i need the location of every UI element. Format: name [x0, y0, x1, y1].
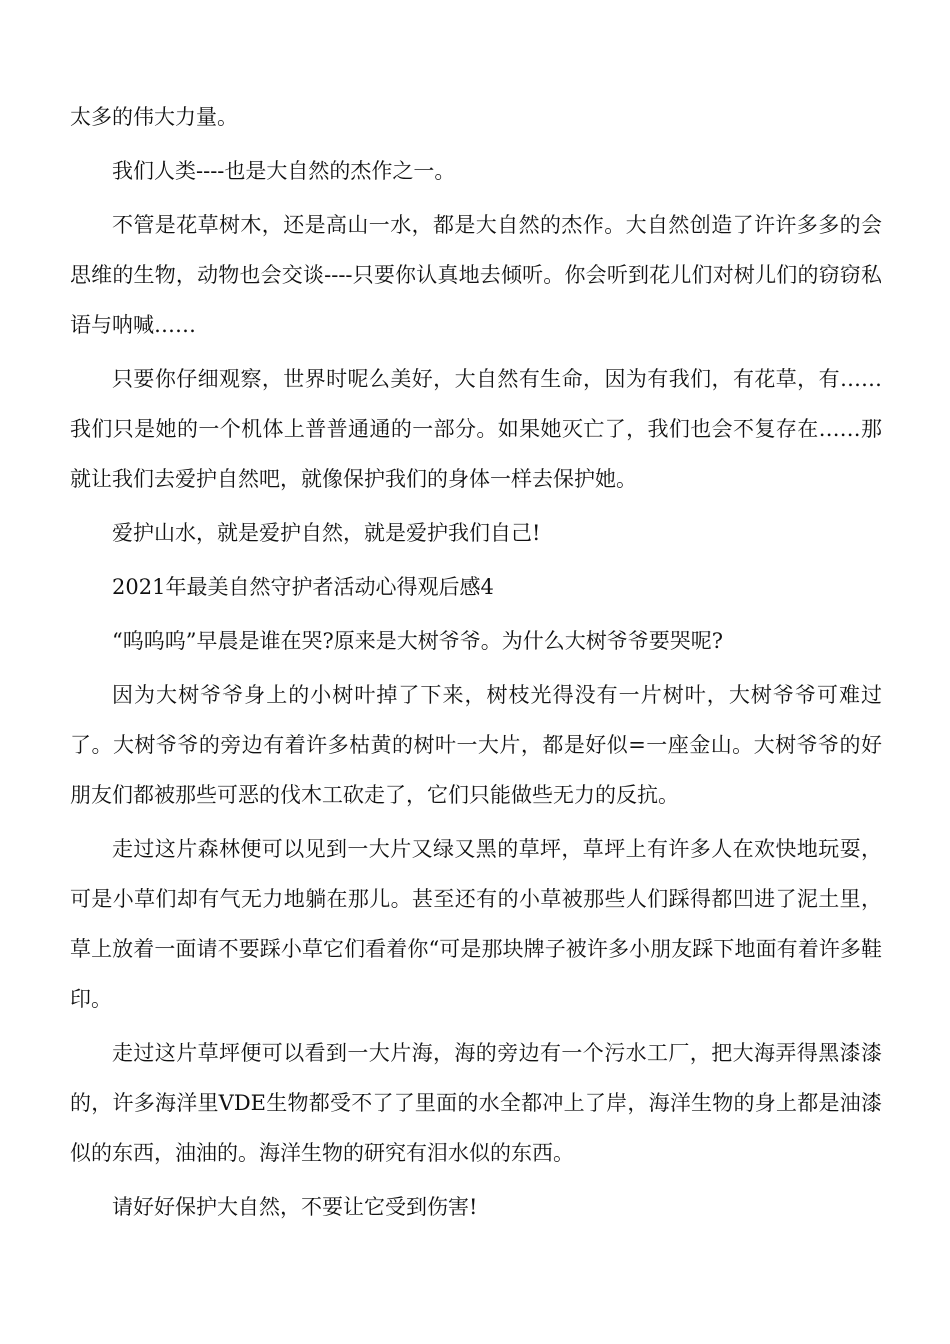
paragraph-3: 不管是花草树木，还是高山一水，都是大自然的杰作。大自然创造了许许多多的会思维的生物，动物也会交谈----只要你认真地去倾听。你会听到花儿们对树儿们的窃窃私语与呐喊……: [70, 213, 882, 337]
paragraph-1: 太多的伟大力量。: [70, 105, 238, 129]
paragraph-10: 走过这片草坪便可以看到一大片海，海的旁边有一个污水工厂，把大海弄得黑漆漆的，许多海洋里VDE生物都受不了了里面的水全都冲上了岸，海洋生物的身上都是油漆似的东西，油油的。海洋生物的研究有泪水似的东西。: [70, 1041, 882, 1165]
paragraph-7: “呜呜呜”早晨是谁在哭?原来是大树爷爷。为什么大树爷爷要哭呢?: [112, 629, 723, 653]
paragraph-4: 只要你仔细观察，世界时呢么美好，大自然有生命，因为有我们，有花草，有……我们只是她的一个机体上普普通通的一部分。如果她灭亡了，我们也会不复存在……那就让我们去爱护自然吧，就像保护我们的身体一样去保护她。: [70, 367, 882, 491]
section-heading: 2021年最美自然守护者活动心得观后感4: [112, 575, 494, 599]
paragraph-2: 我们人类----也是大自然的杰作之一。: [112, 159, 456, 183]
paragraph-5: 爱护山水，就是爱护自然，就是爱护我们自己!: [112, 521, 541, 545]
paragraph-11: 请好好保护大自然，不要让它受到伤害!: [112, 1195, 478, 1219]
paragraph-8: 因为大树爷爷身上的小树叶掉了下来，树枝光得没有一片树叶，大树爷爷可难过了。大树爷爷的旁边有着许多枯黄的树叶一大片，都是好似=一座金山。大树爷爷的好朋友们都被那些可恶的伐木工砍走了，它们只能做些无力的反抗。: [70, 683, 882, 807]
paragraph-9: 走过这片森林便可以见到一大片又绿又黑的草坪，草坪上有许多人在欢快地玩耍，可是小草们却有气无力地躺在那儿。甚至还有的小草被那些人们踩得都凹进了泥土里，草上放着一面请不要踩小草它们看着你“可是那块牌子被许多小朋友踩下地面有着许多鞋印。: [70, 837, 882, 1011]
document-body: [70, 92, 882, 1236]
